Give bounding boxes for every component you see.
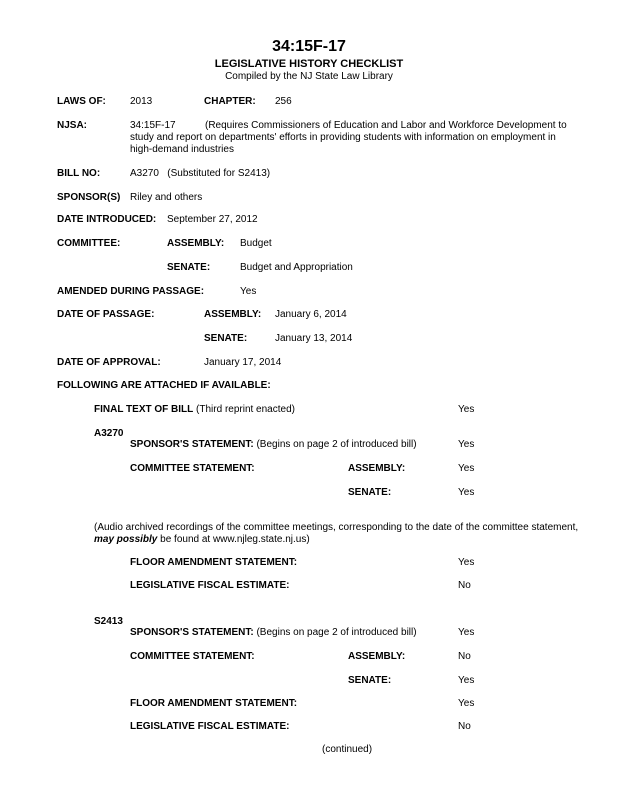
a3270-committee-assembly-value: Yes bbox=[458, 463, 475, 474]
s2413-sponsor-statement-value: Yes bbox=[458, 627, 475, 638]
s2413-floor-amendment-label: FLOOR AMENDMENT STATEMENT: bbox=[130, 698, 298, 709]
a3270-fiscal-estimate-value: No bbox=[458, 580, 471, 591]
s2413-sponsor-statement-note: (Begins on page 2 of introduced bill) bbox=[256, 627, 417, 638]
s2413-fiscal-estimate-value: No bbox=[458, 721, 471, 732]
bill-no-label: BILL NO: bbox=[57, 168, 101, 179]
committee-senate-value: Budget and Appropriation bbox=[240, 262, 353, 273]
chapter-value: 256 bbox=[275, 96, 292, 107]
s2413-sponsor-statement-label: SPONSOR'S STATEMENT: bbox=[130, 627, 254, 638]
laws-of-label: LAWS OF: bbox=[57, 96, 106, 107]
a3270-committee-senate-value: Yes bbox=[458, 487, 475, 498]
a3270-floor-amendment-value: Yes bbox=[458, 557, 475, 568]
audio-note bbox=[94, 522, 584, 546]
s2413-committee-statement-label: COMMITTEE STATEMENT: bbox=[130, 651, 255, 662]
audio-note-part1: (Audio archived recordings of the committee meetings, corresponding to the date of the committee statement, bbox=[94, 522, 579, 533]
a3270-committee-senate-label: SENATE: bbox=[348, 487, 392, 498]
a3270-committee-statement-label: COMMITTEE STATEMENT: bbox=[130, 463, 255, 474]
njsa-description: (Requires Commissioners of Education and Labor and Workforce Development to study and report on departments' efforts in providing students with information on employment in high-demand industries bbox=[130, 120, 567, 155]
document-title: LEGISLATIVE HISTORY CHECKLIST bbox=[214, 58, 404, 70]
final-text-label: FINAL TEXT OF BILL bbox=[94, 404, 194, 415]
chapter-label: CHAPTER: bbox=[204, 96, 256, 107]
passage-senate-label: SENATE: bbox=[204, 333, 248, 344]
final-text-note: (Third reprint enacted) bbox=[196, 404, 295, 415]
s2413-fiscal-estimate-label: LEGISLATIVE FISCAL ESTIMATE: bbox=[130, 721, 290, 732]
a3270-floor-amendment-label: FLOOR AMENDMENT STATEMENT: bbox=[130, 557, 298, 568]
s2413-floor-amendment-value: Yes bbox=[458, 698, 475, 709]
njsa-label: NJSA: bbox=[57, 120, 88, 131]
final-text-value: Yes bbox=[458, 404, 475, 415]
date-introduced-value: September 27, 2012 bbox=[167, 214, 258, 225]
committee-label: COMMITTEE: bbox=[57, 238, 121, 249]
njsa-value: 34:15F-17 bbox=[130, 120, 176, 131]
a3270-fiscal-estimate-label: LEGISLATIVE FISCAL ESTIMATE: bbox=[130, 580, 290, 591]
bill-no-value: A3270 (Substituted for S2413) bbox=[130, 168, 271, 179]
a3270-committee-assembly-label-text: ASSEMBLY: bbox=[348, 463, 406, 474]
date-of-passage-label: DATE OF PASSAGE: bbox=[57, 309, 155, 320]
amended-label: AMENDED DURING PASSAGE: bbox=[57, 286, 205, 297]
date-of-approval-value: January 17, 2014 bbox=[204, 357, 282, 368]
compiled-by: Compiled by the NJ State Law Library bbox=[225, 71, 393, 82]
s2413-bill-label: S2413 bbox=[94, 616, 123, 627]
date-introduced-label: DATE INTRODUCED: bbox=[57, 214, 157, 225]
passage-assembly-value: January 6, 2014 bbox=[275, 309, 347, 320]
final-text-row bbox=[94, 404, 295, 416]
passage-senate-value: January 13, 2014 bbox=[275, 333, 353, 344]
amended-value: Yes bbox=[240, 286, 257, 297]
s2413-sponsor-statement-row bbox=[130, 627, 417, 639]
sponsors-value: Riley and others bbox=[130, 192, 203, 203]
s2413-committee-senate-value: Yes bbox=[458, 675, 475, 686]
audio-note-part2: be found at www.njleg.state.nj.us) bbox=[157, 534, 310, 545]
s2413-committee-assembly-value: No bbox=[458, 651, 471, 662]
sponsors-label: SPONSOR(S) bbox=[57, 192, 121, 203]
continued-footer: (continued) bbox=[322, 744, 373, 755]
a3270-sponsor-statement-row bbox=[130, 439, 417, 451]
laws-of-value: 2013 bbox=[130, 96, 153, 107]
audio-note-emphasis: may possibly bbox=[94, 534, 158, 545]
a3270-committee-assembly-label bbox=[348, 463, 405, 475]
a3270-bill-label: A3270 bbox=[94, 428, 124, 439]
citation-heading: 34:15F-17 bbox=[272, 38, 346, 55]
date-of-approval-label: DATE OF APPROVAL: bbox=[57, 357, 161, 368]
s2413-committee-assembly-label: ASSEMBLY: bbox=[348, 651, 406, 662]
a3270-sponsor-statement-value: Yes bbox=[458, 439, 475, 450]
a3270-sponsor-statement-note: (Begins on page 2 of introduced bill) bbox=[256, 439, 417, 450]
committee-senate-label: SENATE: bbox=[167, 262, 211, 273]
s2413-committee-senate-label: SENATE: bbox=[348, 675, 392, 686]
committee-assembly-value: Budget bbox=[240, 238, 272, 249]
passage-assembly-label: ASSEMBLY: bbox=[204, 309, 262, 320]
a3270-sponsor-statement-label: SPONSOR'S STATEMENT: bbox=[130, 439, 254, 450]
committee-assembly-label: ASSEMBLY: bbox=[167, 238, 225, 249]
attached-heading: FOLLOWING ARE ATTACHED IF AVAILABLE: bbox=[57, 380, 271, 391]
